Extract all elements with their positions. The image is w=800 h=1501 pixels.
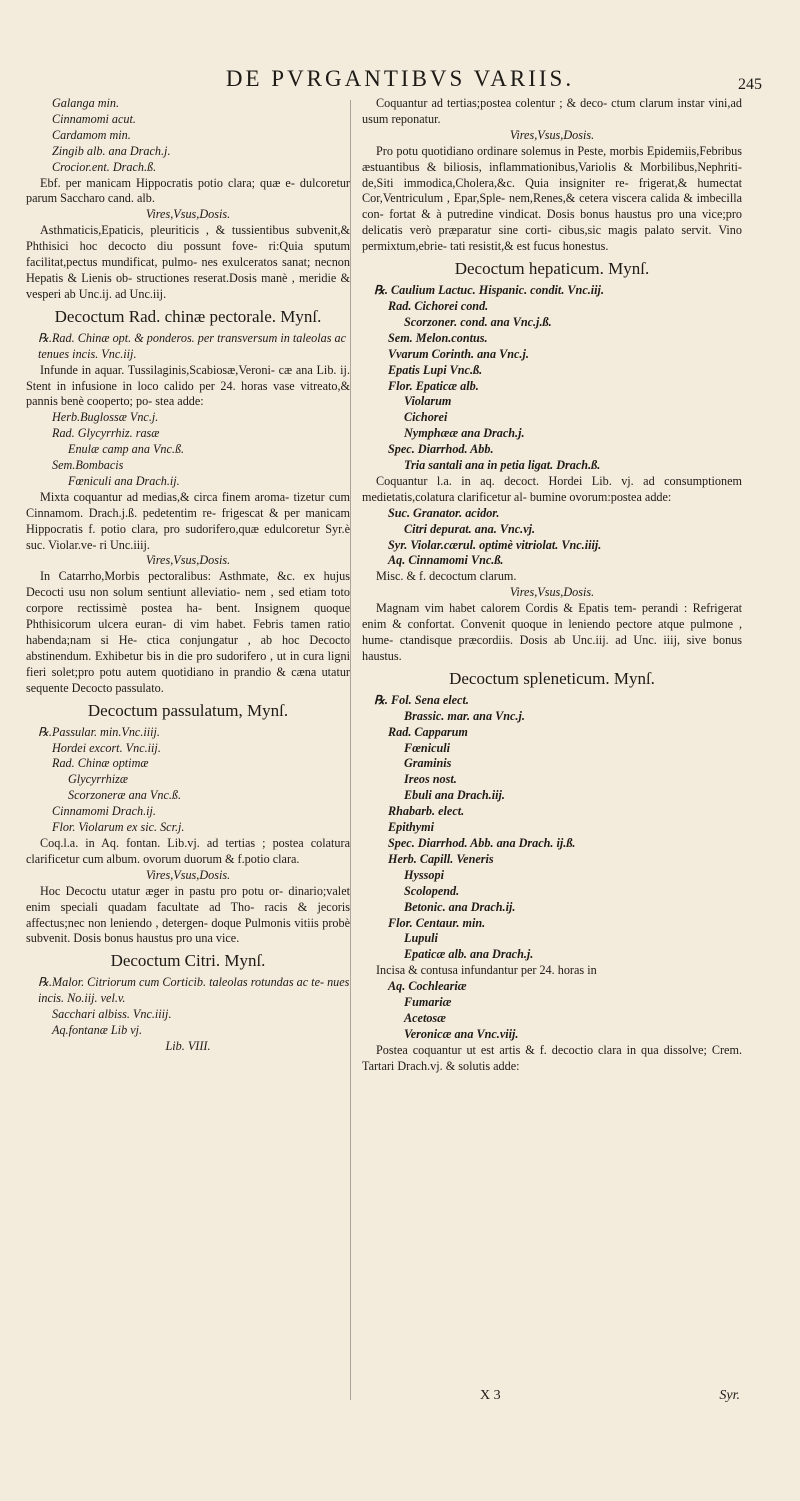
ingredient-line: Lupuli — [404, 931, 438, 946]
ingredient-line: Glycyrrhizæ — [68, 772, 129, 787]
recipe-title: Decoctum spleneticum. Mynſ. — [449, 668, 655, 688]
paragraph: Incisa & contusa infundantur per 24. horas in — [376, 963, 597, 978]
ingredient-line: Aq. Cinnamomi Vnc.ß. — [388, 553, 504, 568]
ingredient-line: Veronicæ ana Vnc.viij. — [404, 1026, 519, 1041]
ingredient-line: Spec. Diarrhod. Abb. — [388, 442, 494, 457]
paragraph: Magnam vim habet calorem Cordis & Epatis tem- perandi : Refrigerat enim & confortat. Convenit quoque in leniendo pectore atque pulmone , hume- ctandisque præcordiis. Dosis ab Unc.iij. ad Unc. iiij, sive bonus haustus. — [362, 601, 742, 663]
ingredient-line: Tria santali ana in petia ligat. Drach.ß. — [404, 458, 601, 473]
ingredient-line: Fumariæ — [404, 995, 452, 1010]
subheading-vires: Vires,Vsus,Dosis. — [145, 867, 231, 882]
paragraph: Postea coquantur ut est artis & f. decoctio clara in qua dissolve; Crem. Tartari Drach.vj. & solutis adde: — [362, 1042, 742, 1073]
ingredient-line: Vvarum Corinth. ana Vnc.j. — [388, 346, 529, 361]
recipe-title: Decoctum passulatum, Mynſ. — [87, 700, 289, 720]
ingredient-line: Scolopend. — [404, 883, 460, 898]
recipe-title: Decoctum hepaticum. Mynſ. — [454, 259, 650, 279]
paragraph: Ebf. per manicam Hippocratis potio clara; quæ e- dulcoretur parum Saccharo cand. alb. — [26, 175, 350, 206]
ingredient-line: Flor. Violarum ex sic. Scr.j. — [52, 820, 185, 835]
ingredient-line: Fœniculi ana Drach.ij. — [68, 473, 180, 488]
paragraph: Infunde in aquar. Tussilaginis,Scabiosæ,Veroni- cæ ana Lib. ij. Stent in infusione in loco calido per 24. horas vase vitreato,& pannis benè cooperto; po- stea adde: — [26, 362, 350, 409]
ingredient-line: ℞.Rad. Chinæ opt. & ponderos. per transversum in taleolas ac tenues incis. Vnc.iij. — [38, 330, 347, 361]
ingredient-line: Scorzoner. cond. ana Vnc.j.ß. — [404, 314, 552, 329]
ingredient-line: Rad. Glycyrrhiz. rasæ — [52, 426, 160, 441]
ingredient-line: Ireos nost. — [404, 772, 457, 787]
ingredient-line: Betonic. ana Drach.ij. — [404, 899, 516, 914]
ingredient-line: Rad. Capparum — [388, 724, 468, 739]
ingredient-line: Fœniculi — [404, 740, 451, 755]
ingredient-line: Epaticæ alb. ana Drach.j. — [404, 947, 534, 962]
paragraph: Asthmaticis,Epaticis, pleuriticis , & tussientibus subvenit,& Phthisici hoc decocto diu possunt fove- ri:Quia sputum facilitat,pectus mundificat, pulmo- nes exulceratos sanat; necnon Hepatis & Lienis ob- structiones reserat.Dosis manè , meridie & vesperi ab Unc.ij. ad Unc.iij. — [26, 223, 350, 301]
recipe-title: Decoctum Citri. Mynſ. — [110, 951, 266, 971]
ingredient-line: Rhabarb. elect. — [388, 804, 465, 819]
ingredient-line: Hyssopi — [404, 867, 444, 882]
ingredient-line: Crocior.ent. Drach.ß. — [52, 159, 157, 174]
ingredient-line: Rad. Chinæ optimæ — [52, 756, 149, 771]
ingredient-line: Syr. Violar.cærul. optimè vitriolat. Vnc.iiij. — [388, 537, 602, 552]
page-number: 245 — [738, 76, 762, 93]
paragraph: Mixta coquantur ad medias,& circa finem aroma- tizetur cum Cinnamom. Drach.j.ß. pedetentim re- frigescat & per manicam Hippocratis f. potio clara, pro sudorifero,quæ edulcoretur Syr.è suc. Violar.ve- ri Unc.iiij. — [26, 489, 350, 552]
ingredient-line: Epithymi — [388, 820, 435, 835]
recipe-title: Decoctum Rad. chinæ pectorale. Mynſ. — [54, 306, 322, 326]
ingredient-line: Cardamom min. — [52, 127, 131, 142]
paragraph: Misc. & f. decoctum clarum. — [376, 569, 517, 584]
ingredient-line: Brassic. mar. ana Vnc.j. — [404, 708, 525, 723]
right-column — [362, 96, 742, 1075]
paragraph: Coquantur l.a. in aq. decoct. Hordei Lib. vj. ad consumptionem medietatis,colatura clarificetur al- bumine ovorum:postea adde: — [362, 473, 742, 504]
ingredient-line: Herb.Buglossæ Vnc.j. — [52, 410, 159, 425]
ingredient-line: Cinnamomi acut. — [52, 111, 136, 126]
paragraph: In Catarrho,Morbis pectoralibus: Asthmate, &c. ex hujus Decocti usu non solum sentiunt alleviatio- nem , sed etiam toto corpore rectissimè postea ha- bent. Insignem quoque Phthisicorum ulcera euran- di vim habet. Febris tamen ratio habenda;nam si He- ctica conjungatur , ab hoc Decocto abstinendum. Exhibetur bis in die pro sudorifero , ut in cura ligni fieri solet;pro potu autem quotidiano in prandio & cæna utatur sequente Decocto passulato. — [26, 569, 350, 695]
catchword: Syr. — [719, 1388, 740, 1403]
paragraph: Pro potu quotidiano ordinare solemus in Peste, morbis Epidemiis,Febribus æstuantibus & biliosis, inflammationibus,Variolis & Morbilibus,Nephriti- de,Siti immodica,Cholera,&c. Quia insigniter re- frigerat,& humectat Cor,Ventriculum , Epar,Sple- nem,Renes,& cetera viscera calida & imbecilla con- fortat & à putredine vindicat. Dosis bonus haustus pro una vice;pro delicatis verò præparatur sine corti- cibus,sic magis palato servit. Vino permixtum,ebrie- tati resistit,& est fucus honestus. — [362, 143, 742, 254]
subheading-vires: Vires,Vsus,Dosis. — [509, 585, 595, 600]
ingredient-line: Sacchari albiss. Vnc.iiij. — [52, 1007, 172, 1022]
subheading-vires: Vires,Vsus,Dosis. — [509, 127, 595, 142]
paragraph: Hoc Decoctu utatur æger in pastu pro potu or- dinario;valet enim speciali quadam facultate ad Tho- racis & jecoris affectus;nec non leniendo , detergen- doque Pulmonis vitiis probè subvenit. Dosis bonus haustus pro una vice. — [26, 883, 350, 946]
ingredient-line: Hordei excort. Vnc.iij. — [52, 740, 161, 755]
ingredient-line: Citri depurat. ana. Vnc.vj. — [404, 521, 536, 536]
ingredient-line: Nymphææ ana Drach.j. — [404, 426, 525, 441]
subheading-vires: Vires,Vsus,Dosis. — [145, 207, 231, 222]
ingredient-line: Sem. Melon.contus. — [388, 330, 488, 345]
ingredient-line: Scorzoneræ ana Vnc.ß. — [68, 788, 182, 803]
ingredient-line: Herb. Capill. Veneris — [388, 851, 494, 866]
signature-mark: X 3 — [480, 1388, 501, 1403]
ingredient-line: ℞. Fol. Sena elect. — [374, 692, 469, 707]
ingredient-line: Aq.fontanæ Lib vj. — [52, 1023, 143, 1038]
ingredient-line: Aq. Cochleariæ — [388, 979, 467, 994]
ingredient-line: Spec. Diarrhod. Abb. ana Drach. ij.ß. — [388, 835, 576, 850]
ingredient-line: Galanga min. — [52, 96, 120, 110]
ingredient-line: ℞.Passular. min.Vnc.iiij. — [38, 724, 160, 739]
subheading-vires: Vires,Vsus,Dosis. — [145, 553, 231, 568]
ingredient-line: Sem.Bombacis — [52, 458, 124, 473]
page-footer — [480, 1388, 740, 1404]
ingredient-line: Violarum — [404, 394, 452, 409]
ingredient-line: ℞.Malor. Citriorum cum Corticib. taleolas rotundas ac te- nues incis. No.iij. vel.v. — [38, 975, 350, 1006]
ingredient-line: Enulæ camp ana Vnc.ß. — [68, 442, 185, 457]
ingredient-line: Cinnamomi Drach.ij. — [52, 804, 156, 819]
paragraph: Coq.l.a. in Aq. fontan. Lib.vj. ad tertias ; postea colatura clarificetur cum album. ovorum duorum & f.potio clara. — [26, 835, 350, 866]
ingredient-line: Cichorei — [404, 410, 448, 425]
left-column — [26, 96, 350, 1055]
ingredient-line: Epatis Lupi Vnc.ß. — [388, 362, 483, 377]
ingredient-line: Ebuli ana Drach.iij. — [404, 788, 505, 803]
ingredient-line: ℞. Caulium Lactuc. Hispanic. condit. Vnc.iij. — [374, 283, 604, 298]
ingredient-line: Flor. Centaur. min. — [388, 915, 486, 930]
column-divider — [350, 100, 351, 1400]
ingredient-line: Flor. Epaticæ alb. — [388, 378, 479, 393]
ingredient-line: Rad. Cichorei cond. — [388, 298, 489, 313]
paragraph: Coquantur ad tertias;postea colentur ; & deco- ctum clarum instar vini,ad usum reponatur. — [362, 96, 742, 126]
ingredient-line: Acetosæ — [404, 1010, 446, 1025]
ingredient-line: Zingib alb. ana Drach.j. — [52, 143, 171, 158]
ingredient-line: Graminis — [404, 756, 452, 771]
running-head: DE PVRGANTIBVS VARIIS. — [225, 66, 575, 91]
ingredient-line: Suc. Granator. acidor. — [388, 505, 500, 520]
catchword-line: Lib. VIII. — [165, 1038, 211, 1053]
